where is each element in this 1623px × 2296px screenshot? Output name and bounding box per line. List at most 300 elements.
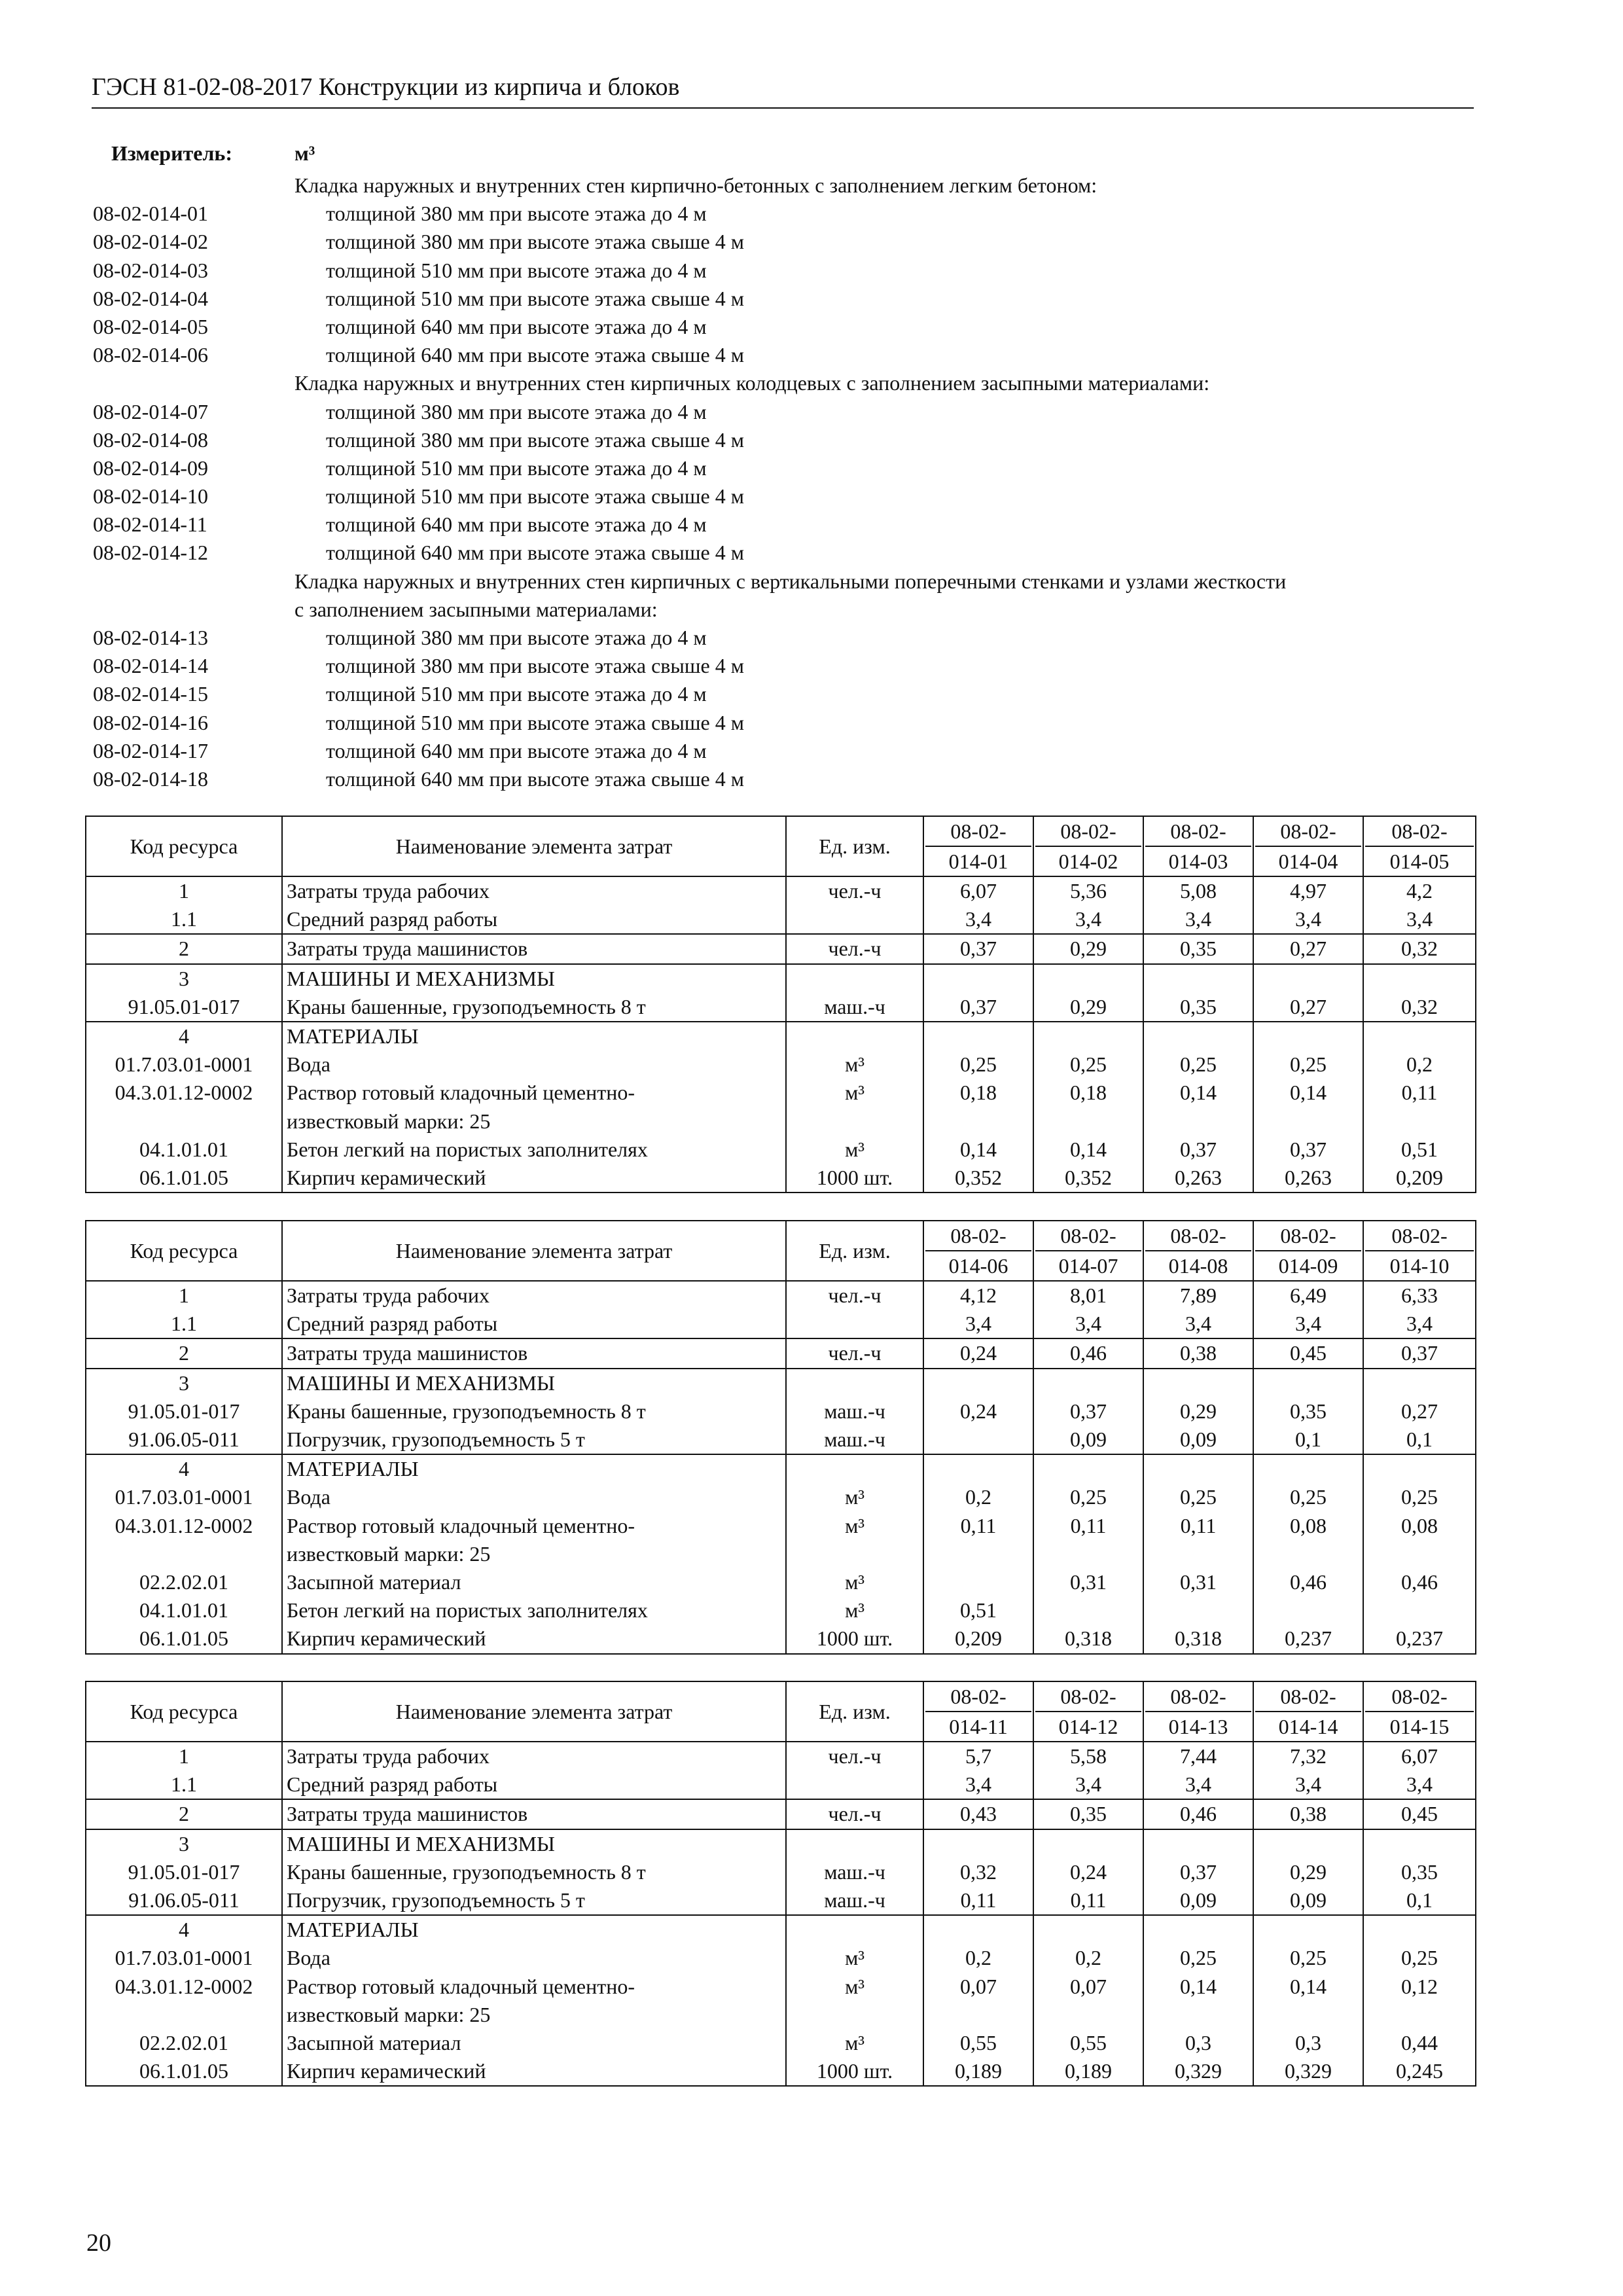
resource-value: 4,12 <box>923 1281 1033 1310</box>
resource-value <box>1143 1369 1253 1397</box>
table-row <box>86 1136 1476 1164</box>
resource-name: Краны башенные, грузоподъемность 8 т <box>282 1858 786 1886</box>
table-row <box>86 2057 1476 2086</box>
resource-value: 3,4 <box>1033 905 1143 934</box>
resource-value: 0,189 <box>923 2057 1033 2086</box>
resource-value: 0,25 <box>923 1050 1033 1079</box>
item-group-heading: Кладка наружных и внутренних стен кирпичных колодцевых с заполнением засыпными материалами: <box>294 371 1210 395</box>
resource-value: 0,27 <box>1253 993 1363 1022</box>
table-row <box>86 1799 1476 1829</box>
resource-unit <box>786 964 923 993</box>
list-item <box>0 285 1623 313</box>
item-description: толщиной 640 мм при высоте этажа до 4 м <box>326 738 707 762</box>
resource-unit: м³ <box>786 2029 923 2057</box>
list-item <box>0 539 1623 567</box>
resource-value: 5,36 <box>1033 876 1143 905</box>
resource-value: 5,08 <box>1143 876 1253 905</box>
item-description: толщиной 510 мм при высоте этажа до 4 м <box>326 682 707 706</box>
resource-value: 0,46 <box>1363 1568 1476 1596</box>
resource-value: 0,352 <box>1033 1164 1143 1193</box>
measure-unit: м³ <box>294 141 315 165</box>
resource-value: 0,32 <box>1363 993 1476 1022</box>
resource-name: Раствор готовый кладочный цементно- <box>282 1512 786 1540</box>
table-row <box>86 934 1476 963</box>
resource-code: 04.3.01.12-0002 <box>86 1512 282 1540</box>
resource-value: 0,2 <box>1363 1050 1476 1079</box>
resource-value: 0,29 <box>1143 1397 1253 1426</box>
header-unit: Ед. изм. <box>786 816 923 876</box>
item-code: 08-02-014-14 <box>93 654 208 678</box>
resource-name: Затраты труда машинистов <box>282 1338 786 1368</box>
page-number: 20 <box>86 2229 111 2257</box>
resource-code: 1 <box>86 876 282 905</box>
table-row <box>86 1858 1476 1886</box>
resource-code: 04.3.01.12-0002 <box>86 1973 282 2001</box>
resource-value <box>1143 1915 1253 1944</box>
resource-name: Погрузчик, грузоподъемность 5 т <box>282 1426 786 1454</box>
resource-value <box>1363 1915 1476 1944</box>
resource-value <box>923 1915 1033 1944</box>
resource-name: МАТЕРИАЛЫ <box>282 1915 786 1944</box>
resource-value: 0,209 <box>1363 1164 1476 1193</box>
table-row <box>86 1624 1476 1653</box>
resource-unit: чел.-ч <box>786 934 923 963</box>
item-code: 08-02-014-18 <box>93 766 208 791</box>
resource-unit: м³ <box>786 1973 923 2001</box>
table-row <box>86 1742 1476 1770</box>
list-item <box>0 765 1623 793</box>
resource-value <box>1143 1107 1253 1136</box>
resource-value: 0,14 <box>1253 1973 1363 2001</box>
header-norm-code <box>1253 1681 1363 1742</box>
resource-name: Вода <box>282 1483 786 1511</box>
resource-code <box>86 1107 282 1136</box>
resource-code: 04.3.01.12-0002 <box>86 1079 282 1107</box>
resource-name: Кирпич керамический <box>282 1164 786 1193</box>
resource-value <box>1143 1596 1253 1624</box>
header-norm-code <box>1363 816 1476 876</box>
resource-value: 0,07 <box>1033 1973 1143 2001</box>
resource-value: 0,25 <box>1143 1050 1253 1079</box>
header-code: Код ресурса <box>86 816 282 876</box>
resource-value <box>1363 1454 1476 1483</box>
resource-value <box>1143 964 1253 993</box>
resource-value <box>1253 1369 1363 1397</box>
resource-value: 0,08 <box>1253 1512 1363 1540</box>
resource-value <box>1253 1540 1363 1568</box>
norm-code-part: 08-02- <box>1060 819 1116 843</box>
work-items-list <box>0 171 1623 793</box>
resource-name: Средний разряд работы <box>282 905 786 934</box>
resource-name: Бетон легкий на пористых заполнителях <box>282 1136 786 1164</box>
resource-code <box>86 2001 282 2029</box>
header-unit: Ед. изм. <box>786 1681 923 1742</box>
resource-name: известковый марки: 25 <box>282 1107 786 1136</box>
table-header-row <box>86 1681 1476 1742</box>
resource-value: 0,189 <box>1033 2057 1143 2086</box>
resource-value: 0,14 <box>1143 1973 1253 2001</box>
list-item <box>0 228 1623 256</box>
table-row <box>86 1915 1476 1944</box>
resource-value: 0,09 <box>1033 1426 1143 1454</box>
header-norm-code <box>1253 1221 1363 1281</box>
resource-value: 0,25 <box>1363 1944 1476 1972</box>
resource-value <box>1363 1107 1476 1136</box>
resource-value: 0,12 <box>1363 1973 1476 2001</box>
table-row <box>86 1512 1476 1540</box>
resource-code: 4 <box>86 1454 282 1483</box>
resource-value: 0,1 <box>1363 1426 1476 1454</box>
resource-value: 3,4 <box>1363 905 1476 934</box>
table-row <box>86 1022 1476 1050</box>
header-norm-code <box>923 1681 1033 1742</box>
resource-value <box>1033 1022 1143 1050</box>
norm-code-part: 08-02- <box>1060 1685 1116 1708</box>
table-row <box>86 1454 1476 1483</box>
resource-value <box>1363 1596 1476 1624</box>
resource-value: 0,27 <box>1363 1397 1476 1426</box>
resource-value: 0,25 <box>1143 1483 1253 1511</box>
resource-value: 6,33 <box>1363 1281 1476 1310</box>
resource-value: 0,37 <box>1143 1136 1253 1164</box>
resource-value: 0,25 <box>1253 1944 1363 1972</box>
resource-value: 3,4 <box>1143 1310 1253 1338</box>
resource-code: 01.7.03.01-0001 <box>86 1050 282 1079</box>
resource-value <box>1363 1369 1476 1397</box>
resource-value: 3,4 <box>1253 905 1363 934</box>
norm-code-part: 08-02- <box>1280 819 1336 843</box>
resource-value: 0,29 <box>1033 993 1143 1022</box>
item-description: толщиной 510 мм при высоте этажа до 4 м <box>326 258 707 282</box>
resource-value: 0,3 <box>1143 2029 1253 2057</box>
resource-code <box>86 1540 282 1568</box>
norm-code-part: 08-02- <box>950 1224 1007 1247</box>
list-item <box>0 200 1623 228</box>
table-row <box>86 1540 1476 1568</box>
list-item <box>0 257 1623 285</box>
resource-unit: 1000 шт. <box>786 1624 923 1653</box>
resource-code: 06.1.01.05 <box>86 1164 282 1193</box>
resource-value: 0,45 <box>1363 1799 1476 1829</box>
resource-value: 3,4 <box>1143 905 1253 934</box>
resource-code: 1.1 <box>86 1310 282 1338</box>
resource-value: 0,55 <box>1033 2029 1143 2057</box>
item-code: 08-02-014-06 <box>93 343 208 367</box>
resource-value: 0,263 <box>1143 1164 1253 1193</box>
resource-unit <box>786 1107 923 1136</box>
norm-code-part: 08-02- <box>1391 819 1448 843</box>
resource-value <box>1033 1369 1143 1397</box>
resource-unit: маш.-ч <box>786 993 923 1022</box>
resource-code: 2 <box>86 934 282 963</box>
item-code: 08-02-014-02 <box>93 230 208 254</box>
resource-code: 91.06.05-011 <box>86 1886 282 1915</box>
resource-value: 0,35 <box>1253 1397 1363 1426</box>
norm-code-part: 08-02- <box>1170 1224 1226 1247</box>
header-unit: Ед. изм. <box>786 1221 923 1281</box>
resource-value: 0,38 <box>1143 1338 1253 1368</box>
resource-value: 7,44 <box>1143 1742 1253 1770</box>
table-row <box>86 1369 1476 1397</box>
norm-code-part: 014-11 <box>925 1711 1031 1741</box>
resource-value: 0,24 <box>923 1338 1033 1368</box>
norm-code-part: 014-04 <box>1255 846 1361 876</box>
norm-code-part: 08-02- <box>1170 1685 1226 1708</box>
resource-value <box>1143 2001 1253 2029</box>
resource-value: 0,51 <box>923 1596 1033 1624</box>
item-description: толщиной 380 мм при высоте этажа свыше 4 м <box>326 427 744 452</box>
resource-value: 3,4 <box>923 905 1033 934</box>
resource-code: 3 <box>86 1829 282 1858</box>
resource-value: 4,2 <box>1363 876 1476 905</box>
resource-value <box>1253 964 1363 993</box>
resource-value <box>923 1369 1033 1397</box>
resource-value: 0,45 <box>1253 1338 1363 1368</box>
resource-value: 0,35 <box>1363 1858 1476 1886</box>
resource-value <box>1363 1829 1476 1858</box>
list-item <box>0 567 1623 596</box>
resource-value: 4,97 <box>1253 876 1363 905</box>
resource-value: 0,11 <box>1033 1512 1143 1540</box>
table-row <box>86 1886 1476 1915</box>
resource-unit <box>786 2001 923 2029</box>
resource-value: 0,14 <box>923 1136 1033 1164</box>
resource-value <box>923 1568 1033 1596</box>
resource-unit <box>786 1770 923 1799</box>
resource-unit: м³ <box>786 1568 923 1596</box>
list-item <box>0 596 1623 624</box>
resource-code: 1 <box>86 1281 282 1310</box>
resource-code: 1.1 <box>86 1770 282 1799</box>
resource-code: 91.05.01-017 <box>86 1858 282 1886</box>
resource-name: Вода <box>282 1050 786 1079</box>
norm-code-part: 014-08 <box>1145 1250 1251 1280</box>
table-row <box>86 905 1476 934</box>
norm-code-part: 014-10 <box>1365 1250 1474 1280</box>
resource-unit: маш.-ч <box>786 1858 923 1886</box>
table-row <box>86 1568 1476 1596</box>
resource-name: МАШИНЫ И МЕХАНИЗМЫ <box>282 1369 786 1397</box>
resource-value <box>1033 964 1143 993</box>
resource-code: 4 <box>86 1022 282 1050</box>
resource-value: 0,2 <box>1033 1944 1143 1972</box>
item-code: 08-02-014-16 <box>93 710 208 734</box>
item-code: 08-02-014-05 <box>93 314 208 338</box>
resource-unit: м³ <box>786 1596 923 1624</box>
resource-value <box>1253 2001 1363 2029</box>
item-group-heading: с заполнением засыпными материалами: <box>294 597 658 621</box>
resource-value: 0,09 <box>1253 1886 1363 1915</box>
item-description: толщиной 640 мм при высоте этажа до 4 м <box>326 314 707 338</box>
table-header-row <box>86 1221 1476 1281</box>
table-row <box>86 2029 1476 2057</box>
resource-value: 0,237 <box>1253 1624 1363 1653</box>
item-group-heading: Кладка наружных и внутренних стен кирпично-бетонных с заполнением легким бетоном: <box>294 173 1097 197</box>
header-name: Наименование элемента затрат <box>282 1681 786 1742</box>
item-code: 08-02-014-17 <box>93 738 208 762</box>
resource-unit: 1000 шт. <box>786 2057 923 2086</box>
resource-code: 01.7.03.01-0001 <box>86 1483 282 1511</box>
table-row <box>86 1397 1476 1426</box>
resource-value: 0,11 <box>923 1512 1033 1540</box>
resource-value: 0,11 <box>923 1886 1033 1915</box>
norm-code-part: 014-15 <box>1365 1711 1474 1741</box>
resource-value: 3,4 <box>1253 1310 1363 1338</box>
resource-code: 02.2.02.01 <box>86 2029 282 2057</box>
resource-value: 3,4 <box>1033 1310 1143 1338</box>
resource-value <box>1253 1454 1363 1483</box>
resource-value: 3,4 <box>1363 1310 1476 1338</box>
resource-code: 1.1 <box>86 905 282 934</box>
item-code: 08-02-014-15 <box>93 682 208 706</box>
resource-table-2 <box>85 1220 1476 1655</box>
resource-value: 0,11 <box>1033 1886 1143 1915</box>
resource-value: 0,37 <box>1033 1397 1143 1426</box>
resource-name: известковый марки: 25 <box>282 2001 786 2029</box>
resource-unit <box>786 1022 923 1050</box>
resource-value: 0,43 <box>923 1799 1033 1829</box>
resource-value <box>1363 1022 1476 1050</box>
resource-unit: чел.-ч <box>786 1799 923 1829</box>
resource-unit: чел.-ч <box>786 876 923 905</box>
resource-unit: маш.-ч <box>786 1886 923 1915</box>
resource-name: Средний разряд работы <box>282 1770 786 1799</box>
item-description: толщиной 380 мм при высоте этажа до 4 м <box>326 626 707 649</box>
resource-value: 0,318 <box>1143 1624 1253 1653</box>
norm-code-part: 014-09 <box>1255 1250 1361 1280</box>
table-header-row <box>86 816 1476 876</box>
norm-code-part: 014-03 <box>1145 846 1251 876</box>
norm-code-part: 08-02- <box>1170 819 1226 843</box>
header-norm-code <box>1143 816 1253 876</box>
resource-value <box>923 2001 1033 2029</box>
list-item <box>0 652 1623 680</box>
norm-code-part: 014-06 <box>925 1250 1031 1280</box>
resource-value <box>1253 1107 1363 1136</box>
table-row <box>86 1944 1476 1972</box>
resource-value: 0,25 <box>1033 1483 1143 1511</box>
resource-value: 0,209 <box>923 1624 1033 1653</box>
resource-value <box>1033 1915 1143 1944</box>
resource-name: Затраты труда рабочих <box>282 876 786 905</box>
resource-name: Краны башенные, грузоподъемность 8 т <box>282 993 786 1022</box>
item-description: толщиной 640 мм при высоте этажа свыше 4 м <box>326 766 744 791</box>
list-item <box>0 454 1623 482</box>
resource-value: 0,08 <box>1363 1512 1476 1540</box>
resource-value <box>1363 2001 1476 2029</box>
resource-value: 6,49 <box>1253 1281 1363 1310</box>
norm-code-part: 08-02- <box>1280 1224 1336 1247</box>
list-item <box>0 709 1623 737</box>
resource-value: 0,35 <box>1143 934 1253 963</box>
list-item <box>0 369 1623 397</box>
resource-unit <box>786 1369 923 1397</box>
resource-unit <box>786 1454 923 1483</box>
resource-value <box>1253 1596 1363 1624</box>
resource-code: 04.1.01.01 <box>86 1596 282 1624</box>
resource-name: Вода <box>282 1944 786 1972</box>
item-group-heading: Кладка наружных и внутренних стен кирпичных с вертикальными поперечными стенками и узлами жесткости <box>294 569 1287 593</box>
resource-unit: м³ <box>786 1483 923 1511</box>
resource-value: 0,237 <box>1363 1624 1476 1653</box>
table-row <box>86 1596 1476 1624</box>
resource-value: 0,38 <box>1253 1799 1363 1829</box>
resource-code: 06.1.01.05 <box>86 2057 282 2086</box>
resource-value: 0,35 <box>1143 993 1253 1022</box>
norm-code-part: 08-02- <box>950 1685 1007 1708</box>
resource-value: 0,329 <box>1143 2057 1253 2086</box>
table-row <box>86 1164 1476 1193</box>
resource-value: 0,37 <box>1253 1136 1363 1164</box>
list-item <box>0 426 1623 454</box>
resource-code: 01.7.03.01-0001 <box>86 1944 282 1972</box>
resource-value: 3,4 <box>923 1310 1033 1338</box>
norm-code-part: 014-07 <box>1035 1250 1141 1280</box>
norm-code-part: 014-12 <box>1035 1711 1141 1741</box>
resource-value: 0,1 <box>1363 1886 1476 1915</box>
item-description: толщиной 380 мм при высоте этажа до 4 м <box>326 399 707 423</box>
resource-value <box>1363 1540 1476 1568</box>
resource-value <box>923 1426 1033 1454</box>
resource-value: 0,32 <box>923 1858 1033 1886</box>
resource-value: 3,4 <box>1033 1770 1143 1799</box>
table-row <box>86 1079 1476 1107</box>
resource-name: Средний разряд работы <box>282 1310 786 1338</box>
resource-code: 3 <box>86 1369 282 1397</box>
resource-value: 0,46 <box>1253 1568 1363 1596</box>
header-norm-code <box>923 1221 1033 1281</box>
resource-code: 1 <box>86 1742 282 1770</box>
resource-unit: маш.-ч <box>786 1397 923 1426</box>
resource-value: 0,37 <box>923 993 1033 1022</box>
resource-value <box>923 1540 1033 1568</box>
table-row <box>86 993 1476 1022</box>
resource-value: 0,51 <box>1363 1136 1476 1164</box>
table-row <box>86 1310 1476 1338</box>
norm-code-part: 014-01 <box>925 846 1031 876</box>
resource-code: 3 <box>86 964 282 993</box>
resource-value: 0,14 <box>1253 1079 1363 1107</box>
header-norm-code <box>1033 816 1143 876</box>
table-row <box>86 1483 1476 1511</box>
resource-value: 0,14 <box>1143 1079 1253 1107</box>
resource-value: 0,35 <box>1033 1799 1143 1829</box>
resource-code: 91.06.05-011 <box>86 1426 282 1454</box>
resource-code: 04.1.01.01 <box>86 1136 282 1164</box>
table-row <box>86 1107 1476 1136</box>
resource-value: 0,3 <box>1253 2029 1363 2057</box>
resource-name: МАТЕРИАЛЫ <box>282 1022 786 1050</box>
running-header: ГЭСН 81-02-08-2017 Конструкции из кирпича и блоков <box>92 73 680 101</box>
resource-value: 7,32 <box>1253 1742 1363 1770</box>
header-code: Код ресурса <box>86 1681 282 1742</box>
list-item <box>0 737 1623 765</box>
list-item <box>0 624 1623 652</box>
resource-value: 7,89 <box>1143 1281 1253 1310</box>
resource-value: 0,24 <box>923 1397 1033 1426</box>
item-description: толщиной 640 мм при высоте этажа до 4 м <box>326 512 707 537</box>
resource-code: 91.05.01-017 <box>86 993 282 1022</box>
resource-value: 0,18 <box>923 1079 1033 1107</box>
norm-code-part: 08-02- <box>1391 1685 1448 1708</box>
measure-label: Измеритель: <box>111 141 232 165</box>
resource-value: 0,46 <box>1143 1799 1253 1829</box>
norm-code-part: 08-02- <box>1060 1224 1116 1247</box>
resource-value: 0,25 <box>1033 1050 1143 1079</box>
item-code: 08-02-014-07 <box>93 399 208 423</box>
header-norm-code <box>1033 1221 1143 1281</box>
resource-value: 0,25 <box>1253 1050 1363 1079</box>
